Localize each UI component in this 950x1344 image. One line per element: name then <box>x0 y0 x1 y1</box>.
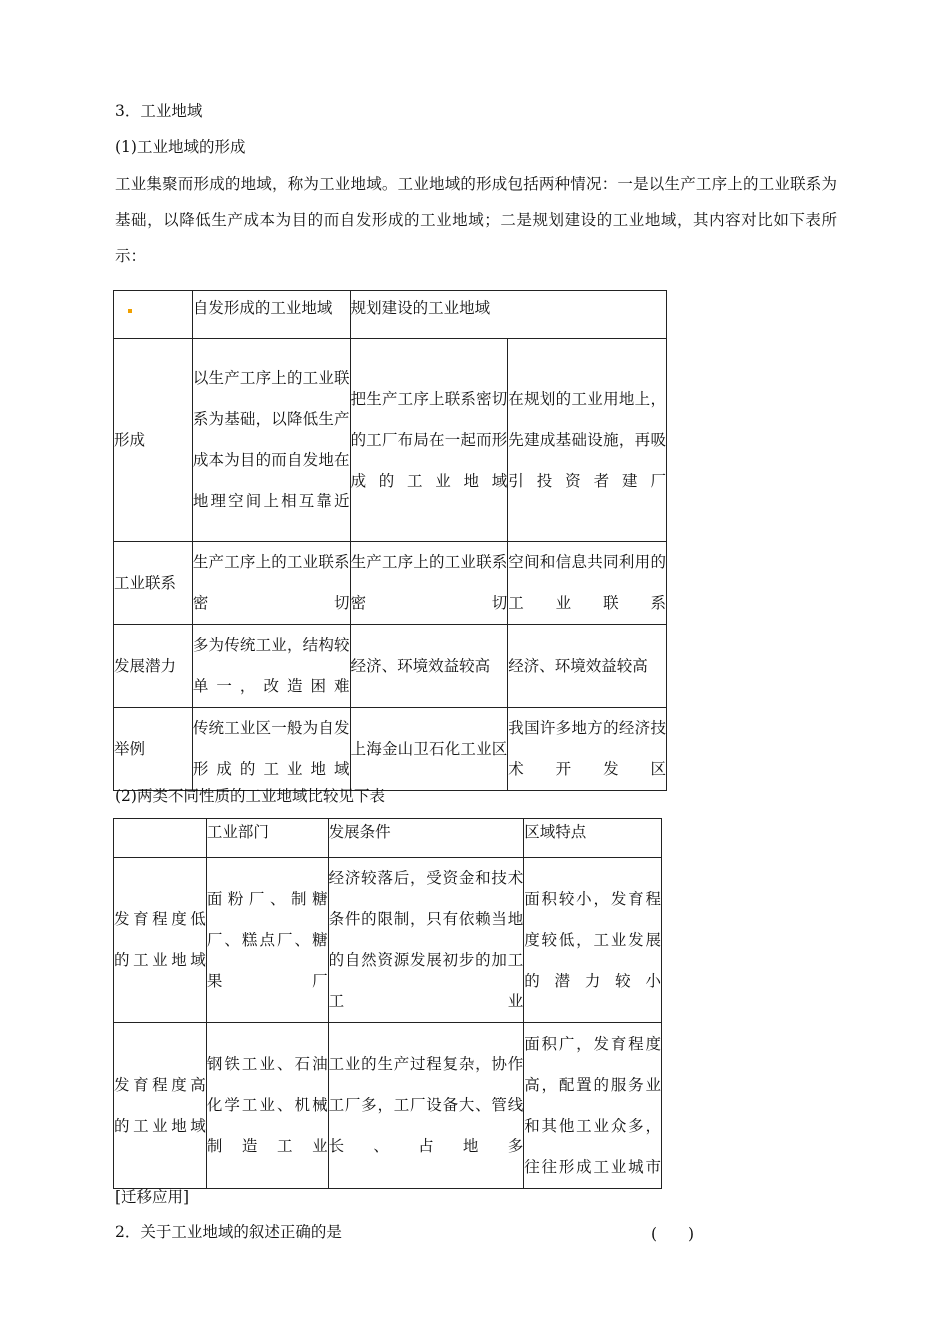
table1-corner-cell <box>114 291 193 339</box>
table2-header-sector: 工业部门 <box>206 819 328 858</box>
table2-header-features: 区域特点 <box>524 819 662 858</box>
table1-cell: 经济、环境效益较高 <box>350 625 508 708</box>
table1-cell: 在规划的工业用地上，先建成基础设施，再吸引投资者建厂 <box>508 339 667 542</box>
table2-cell: 工业的生产过程复杂，协作工厂多，工厂设备大、管线长、占地多 <box>328 1023 524 1189</box>
table2-corner-cell <box>114 819 207 858</box>
intro-paragraph: 工业集聚而形成的地域，称为工业地域。工业地域的形成包括两种情况：一是以生产工序上的工业联系为基础，以降低生产成本为目的而自发形成的工业地域；二是规划建设的工业地域，其内容对比如下表所示： <box>115 175 837 265</box>
table1-cell: 上海金山卫石化工业区 <box>350 708 508 791</box>
table1-cell: 多为传统工业，结构较单一，改造困难 <box>192 625 350 708</box>
marker-dot-icon <box>128 309 132 313</box>
table1-cell: 以生产工序上的工业联系为基础，以降低生产成本为目的而自发地在地理空间上相互靠近 <box>192 339 350 542</box>
comparison-table-formation <box>113 290 667 791</box>
table2-row-label: 发育程度高的工业地域 <box>114 1023 207 1189</box>
section-heading: 3．工业地域 <box>115 102 203 120</box>
table2-cell: 面积广，发育程度高，配置的服务业和其他工业众多，往往形成工业城市 <box>524 1023 662 1189</box>
table1-cell: 空间和信息共同利用的工业联系 <box>508 542 667 625</box>
table1-cell: 传统工业区一般为自发形成的工业地域 <box>192 708 350 791</box>
table1-row-label: 工业联系 <box>114 542 193 625</box>
table2-header-conditions: 发展条件 <box>328 819 524 858</box>
table1-cell: 我国许多地方的经济技术开发区 <box>508 708 667 791</box>
transfer-application-label: [迁移应用] <box>115 1188 190 1206</box>
subheading-formation: (1)工业地域的形成 <box>115 138 246 156</box>
table1-header-planned: 规划建设的工业地域 <box>350 291 666 339</box>
subheading-comparison: (2)两类不同性质的工业地域比较见下表 <box>115 787 385 805</box>
question-text: 2．关于工业地域的叙述正确的是 <box>115 1223 342 1241</box>
table1-row-label: 形成 <box>114 339 193 542</box>
table2-cell: 面积较小，发育程度较低，工业发展的潜力较小 <box>524 858 662 1023</box>
table2-row-label: 发育程度低的工业地域 <box>114 858 207 1023</box>
table1-cell: 把生产工序上联系密切的工厂布局在一起而形成的工业地域 <box>350 339 508 542</box>
answer-parentheses: ( ) <box>651 1225 695 1243</box>
comparison-table-development <box>113 818 662 1189</box>
table1-row-label: 举例 <box>114 708 193 791</box>
table1-header-spontaneous: 自发形成的工业地域 <box>192 291 350 339</box>
table1-cell: 生产工序上的工业联系密切 <box>350 542 508 625</box>
table2-cell: 经济较落后，受资金和技术条件的限制，只有依赖当地的自然资源发展初步的加工工业 <box>328 858 524 1023</box>
table1-cell: 经济、环境效益较高 <box>508 625 667 708</box>
table2-cell: 钢铁工业、石油化学工业、机械制造工业 <box>206 1023 328 1189</box>
table1-row-label: 发展潜力 <box>114 625 193 708</box>
table2-cell: 面粉厂、制糖厂、糕点厂、糖果厂 <box>206 858 328 1023</box>
table1-cell: 生产工序上的工业联系密切 <box>192 542 350 625</box>
